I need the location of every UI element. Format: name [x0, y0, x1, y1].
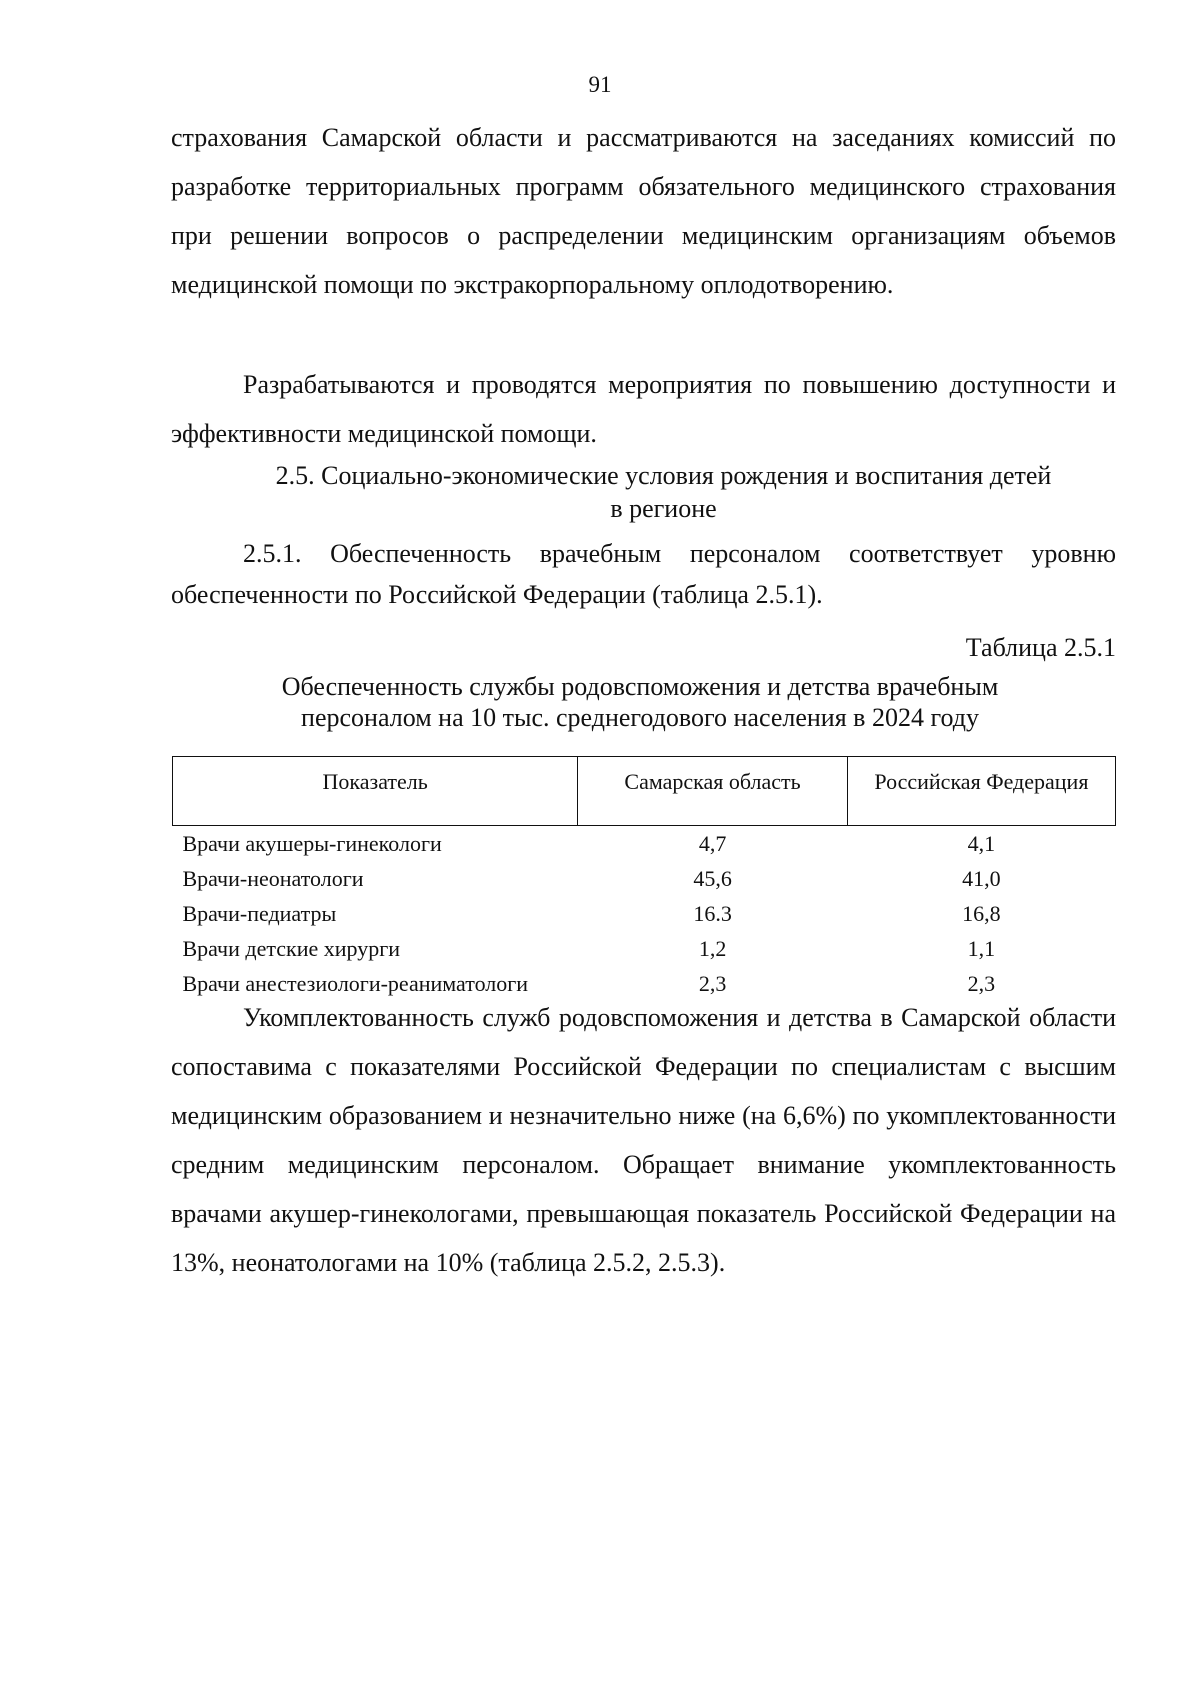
table-row: [173, 896, 1116, 931]
row-indicator: Врачи-педиатры: [182, 900, 337, 926]
table-header-row: [173, 757, 1116, 826]
header-indicator: Показатель: [173, 757, 578, 826]
table-label: Таблица 2.5.1: [965, 633, 1116, 662]
row-samara-value: 45,6: [693, 865, 732, 891]
paragraph-insurance-commissions: страхования Самарской области и рассматриваются на заседаниях комиссий по разработке территориальных программ обязательного медицинского страхования при решении вопросов о распределении медицинским организациям объемов медицинской помощи по экстракорпоральному оплодотворению.: [171, 123, 1116, 299]
row-rf-value: 41,0: [962, 865, 1001, 891]
table-title-line2: персоналом на 10 тыс. среднегодового населения в 2024 году: [301, 703, 979, 732]
table-row: [173, 931, 1116, 966]
section-heading-line1: 2.5. Социально-экономические условия рождения и воспитания детей: [275, 461, 1052, 490]
header-russian-federation: Российская Федерация: [847, 757, 1115, 826]
row-indicator: Врачи детские хирурги: [182, 935, 401, 961]
row-rf-value: 4,1: [967, 830, 996, 856]
section-heading-line2: в регионе: [610, 494, 717, 523]
row-rf-value: 1,1: [967, 935, 996, 961]
row-samara-value: 2,3: [698, 970, 727, 996]
row-rf-value: 16,8: [962, 900, 1001, 926]
row-samara-value: 16.3: [693, 900, 732, 926]
paragraph-2-5-1: 2.5.1. Обеспеченность врачебным персоналом соответствует уровню обеспеченности по Российской Федерации (таблица 2.5.1).: [171, 539, 1116, 609]
table-row: [173, 826, 1116, 862]
table-row: [173, 861, 1116, 896]
paragraph-staffing-comparison: Укомплектованность служб родовспоможения и детства в Самарской области сопоставима с показателями Российской Федерации по специалистам с высшим медицинским образованием и незначительно ниже (на 6,6%) по укомплектованности средним медицинским персоналом. Обращает внимание укомплектованность врачами акушер-гинекологами, превышающая показатель Российской Федерации на 13%, неонатологами на 10% (таблица 2.5.2, 2.5.3).: [171, 1003, 1116, 1277]
header-samara-region: Самарская область: [578, 757, 848, 826]
table-title-line1: Обеспеченность службы родовспоможения и детства врачебным: [281, 672, 999, 701]
row-samara-value: 4,7: [698, 830, 727, 856]
section-heading-2-5: [171, 459, 1116, 525]
paragraph-accessibility-measures: Разрабатываются и проводятся мероприятия по повышению доступности и эффективности медицинской помощи.: [171, 370, 1116, 448]
row-samara-value: 1,2: [698, 935, 727, 961]
table-title: [200, 671, 1080, 733]
row-indicator: Врачи анестезиологи-реаниматологи: [182, 970, 529, 996]
row-indicator: Врачи акушеры-гинекологи: [182, 830, 442, 856]
staffing-table: [172, 756, 1116, 1001]
row-indicator: Врачи-неонатологи: [182, 865, 364, 891]
row-rf-value: 2,3: [967, 970, 996, 996]
page-number: 91: [588, 72, 612, 97]
